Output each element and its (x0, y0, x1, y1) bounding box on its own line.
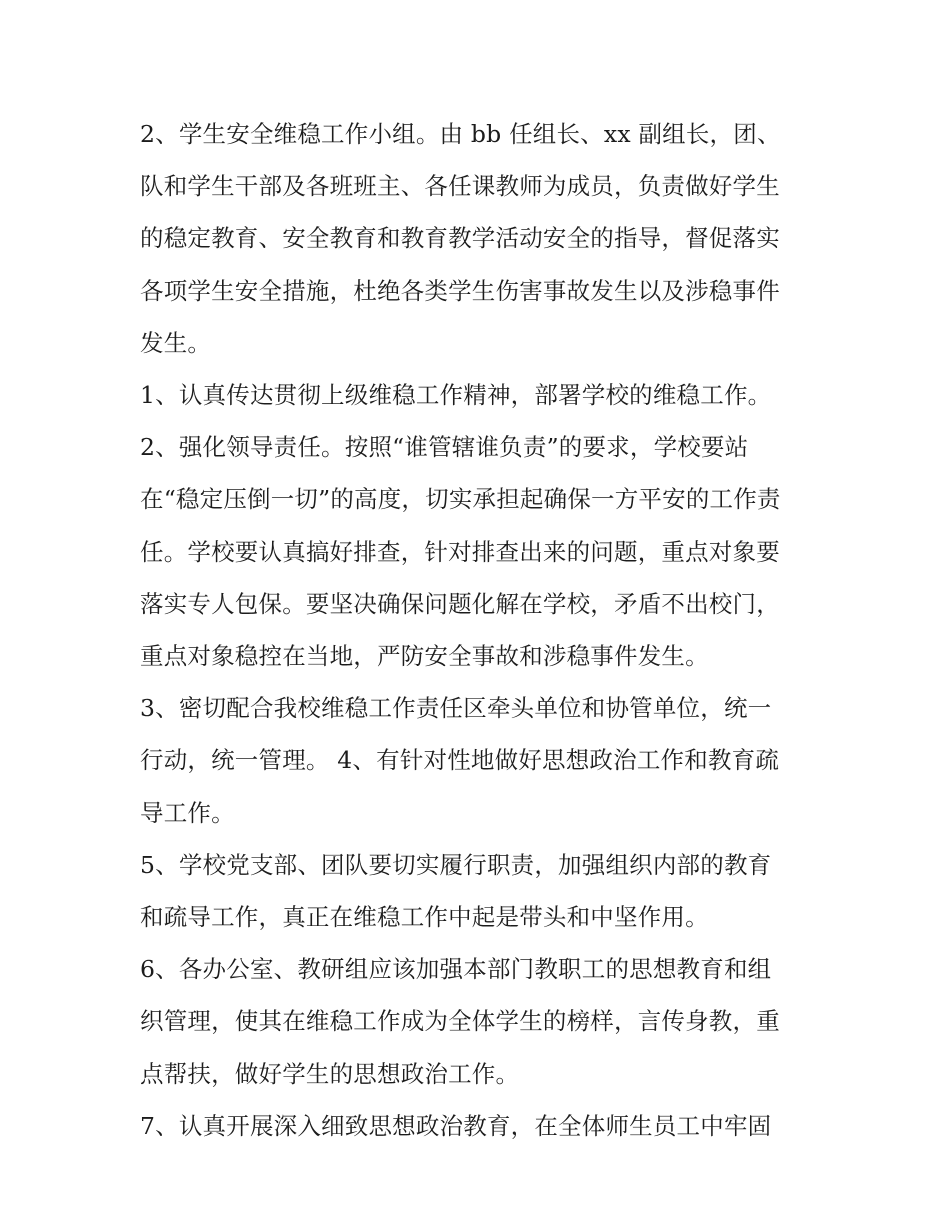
text-line: 落实专人包保。要坚决确保问题化解在学校，矛盾不出校门， (140, 589, 780, 618)
text-line: 和疏导工作，真正在维稳工作中起是带头和中坚作用。 (140, 903, 709, 932)
text-line: 织管理，使其在维稳工作成为全体学生的榜样，言传身教，重 (140, 1007, 780, 1036)
text-line: 5、学校党支部、团队要切实履行职责，加强组织内部的教育 (140, 850, 772, 879)
paragraph-item-3-4 (140, 682, 820, 839)
text-line: 在“稳定压倒一切”的高度，切实承担起确保一方平安的工作责 (140, 485, 781, 514)
text-line: 队和学生干部及各班班主、各任课教师为成员，负责做好学生 (140, 172, 780, 201)
text-line: 任。学校要认真搞好排查，针对排查出来的问题，重点对象要 (140, 537, 780, 566)
paragraph-item-6 (140, 943, 820, 1100)
paragraph-item-5 (140, 839, 820, 943)
paragraph-item-7 (140, 1100, 820, 1152)
text-line: 1、认真传达贯彻上级维稳工作精神，部署学校的维稳工作。 (140, 381, 772, 410)
text-line: 3、密切配合我校维稳工作责任区牵头单位和协管单位，统一 (140, 694, 772, 723)
text-line: 行动，统一管理。 4、有针对性地做好思想政治工作和教育疏 (140, 746, 780, 775)
text-line: 的稳定教育、安全教育和教育教学活动安全的指导，督促落实 (140, 224, 780, 253)
text-line: 导工作。 (140, 798, 235, 827)
text-line: 点帮扶，做好学生的思想政治工作。 (140, 1059, 520, 1088)
text-line: 各项学生安全措施，杜绝各类学生伤害事故发生以及涉稳事件 (140, 276, 780, 305)
document-body (140, 108, 820, 1152)
paragraph-item-1 (140, 369, 820, 421)
text-line: 6、各办公室、教研组应该加强本部门教职工的思想教育和组 (140, 955, 772, 984)
text-line: 2、强化领导责任。按照“谁管辖谁负责”的要求，学校要站 (140, 433, 749, 462)
text-line: 7、认真开展深入细致思想政治教育，在全体师生员工中牢固 (140, 1111, 772, 1140)
paragraph-item-2 (140, 421, 820, 682)
paragraph-safety-team (140, 108, 820, 369)
text-line: 发生。 (140, 328, 212, 357)
text-line: 重点对象稳控在当地，严防安全事故和涉稳事件发生。 (140, 642, 709, 671)
text-line: 2、学生安全维稳工作小组。由 bb 任组长、xx 副组长，团、 (140, 120, 781, 148)
